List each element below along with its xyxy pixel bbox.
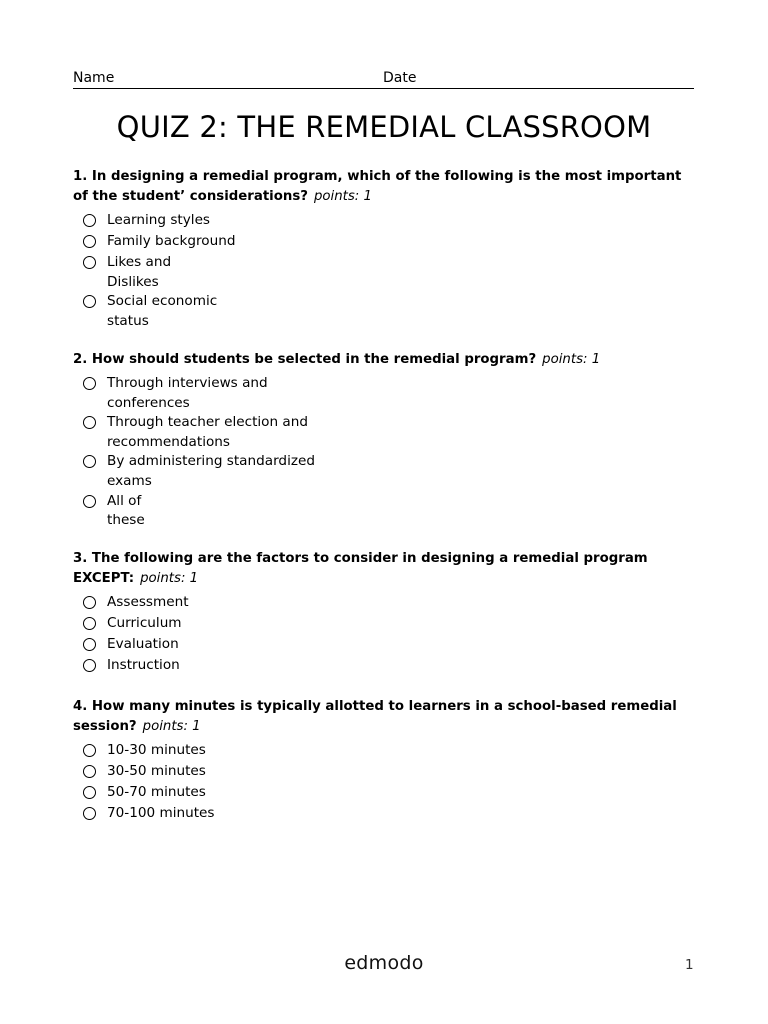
radio-button[interactable] [83, 596, 96, 609]
option-3a[interactable] [73, 593, 694, 614]
question-1 [73, 167, 694, 331]
radio-button[interactable] [83, 256, 96, 269]
option-1a[interactable] [73, 211, 694, 232]
radio-button[interactable] [83, 377, 96, 390]
question-4-points: points: 1 [142, 719, 201, 734]
option-label: Learning styles [107, 212, 211, 228]
option-list [73, 374, 694, 531]
option-2b[interactable] [73, 413, 694, 452]
option-1d[interactable] [73, 292, 694, 331]
radio-button[interactable] [83, 765, 96, 778]
option-3b[interactable] [73, 614, 694, 635]
option-label: Likes and Dislikes [107, 254, 172, 290]
option-label: 10-30 minutes [107, 742, 206, 758]
radio-button[interactable] [83, 235, 96, 248]
question-text [73, 350, 694, 370]
page-number: 1 [685, 957, 694, 973]
option-2c[interactable] [73, 452, 694, 491]
question-1-points: points: 1 [313, 189, 372, 204]
option-4a[interactable] [73, 741, 694, 762]
radio-button[interactable] [83, 617, 96, 630]
option-label: 30-50 minutes [107, 763, 206, 779]
option-list [73, 211, 694, 331]
name-date-header [73, 70, 694, 89]
option-label: Curriculum [107, 615, 182, 631]
question-3 [73, 549, 694, 677]
option-2d[interactable] [73, 492, 694, 531]
option-2a[interactable] [73, 374, 694, 413]
question-text [73, 167, 694, 207]
option-label: Assessment [107, 594, 189, 610]
question-4-prompt: 4. How many minutes is typically allotted to learners in a school-based remedial session? [73, 699, 677, 734]
option-label: 70-100 minutes [107, 805, 215, 821]
quiz-title: QUIZ 2: THE REMEDIAL CLASSROOM [116, 110, 652, 144]
radio-button[interactable] [83, 416, 96, 429]
question-2 [73, 350, 694, 531]
radio-button[interactable] [83, 495, 96, 508]
option-label: Through interviews and conferences [107, 375, 268, 411]
question-2-prompt: 2. How should students be selected in the remedial program? [73, 352, 537, 367]
radio-button[interactable] [83, 455, 96, 468]
option-4d[interactable] [73, 804, 694, 825]
question-4 [73, 697, 694, 825]
radio-button[interactable] [83, 295, 96, 308]
question-3-prompt: 3. The following are the factors to consider in designing a remedial program EXCEPT: [73, 551, 648, 586]
question-text [73, 549, 694, 589]
question-3-points: points: 1 [140, 571, 199, 586]
radio-button[interactable] [83, 638, 96, 651]
option-1c[interactable] [73, 253, 694, 292]
question-2-points: points: 1 [542, 352, 601, 367]
date-label: Date [383, 70, 417, 86]
option-label: By administering standardized exams [107, 453, 315, 489]
option-4c[interactable] [73, 783, 694, 804]
option-list [73, 741, 694, 825]
option-label: Evaluation [107, 636, 179, 652]
option-3d[interactable] [73, 656, 694, 677]
radio-button[interactable] [83, 807, 96, 820]
option-1b[interactable] [73, 232, 694, 253]
option-4b[interactable] [73, 762, 694, 783]
radio-button[interactable] [83, 659, 96, 672]
option-label: All of these [107, 492, 145, 529]
option-label: Instruction [107, 657, 180, 673]
question-1-prompt: 1. In designing a remedial program, which of the following is the most important of the student’ considerations? [73, 169, 682, 204]
name-label: Name [73, 70, 115, 86]
option-label: Family background [107, 233, 236, 249]
edmodo-logo: edmodo [344, 952, 424, 974]
radio-button[interactable] [83, 744, 96, 757]
option-list [73, 593, 694, 677]
option-label: 50-70 minutes [107, 784, 206, 800]
radio-button[interactable] [83, 786, 96, 799]
option-label: Social economic status [107, 293, 218, 329]
option-label: Through teacher election and recommendations [107, 414, 309, 450]
option-3c[interactable] [73, 635, 694, 656]
radio-button[interactable] [83, 214, 96, 227]
question-text [73, 697, 694, 737]
